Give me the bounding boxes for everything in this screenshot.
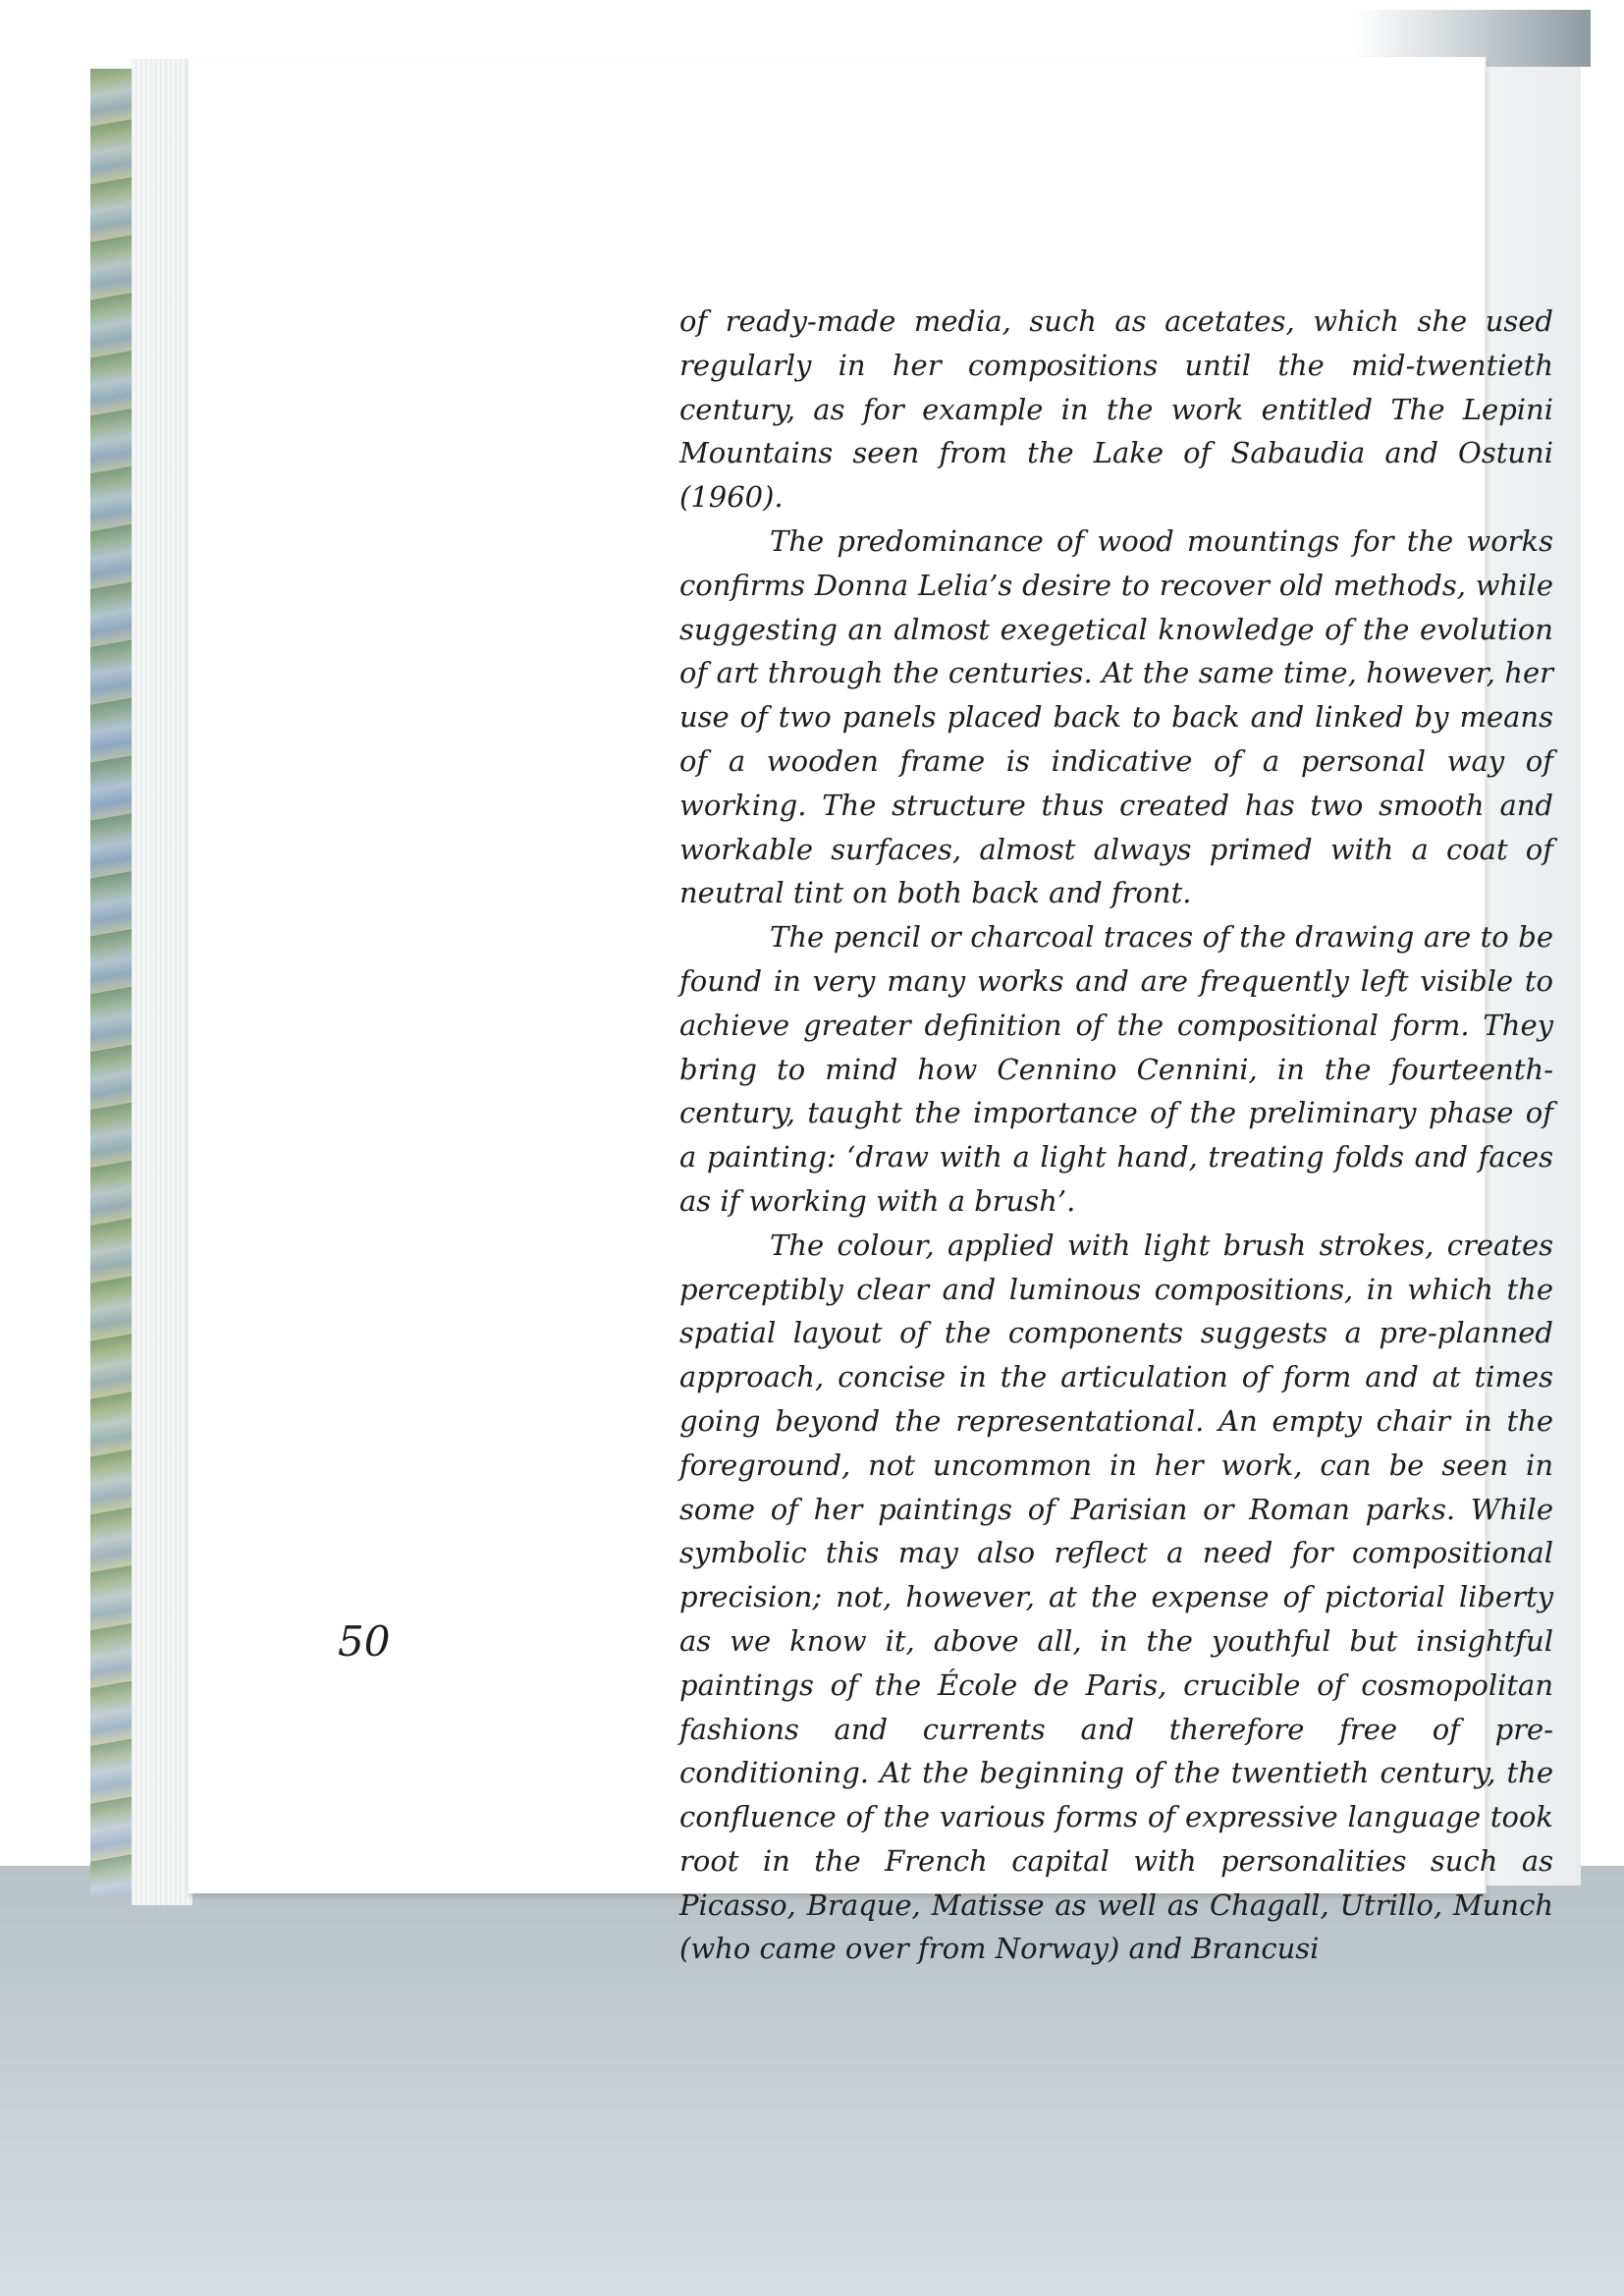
paragraph-1: of ready-made media, such as acetates, which she used regularly in her compositions until the mid-twentieth century, as for example in the work entitled The Lepini Mountains seen from the Lake of Sabaudia and Ostuni (1960). [679, 304, 1553, 515]
paragraph-4: The colour, applied with light brush strokes, creates perceptibly clear and luminous compositions, in which the spatial layout of the components suggests a pre-planned approach, concise in the articulation of form and at times going beyond the representational. An empty chair in the foreground, not uncommon in her work, can be seen in some of her paintings of Parisian or Roman parks. While symbolic this may also reflect a need for compositional precision; not, however, at the expense of pictorial liberty as we know it, above all, in the youthful but insightful paintings of the École de Paris, crucible of cosmopolitan fashions and currents and therefore free of pre-conditioning. At the beginning of the twentieth century, the confluence of the various forms of expressive language took root in the French capital with personalities such as Picasso, Braque, Matisse as well as Chagall, Utrillo, Munch (who came over from Norway) and Brancusi [679, 1228, 1553, 1966]
page-number: 50 [338, 1617, 391, 1666]
book-painted-edge [90, 69, 132, 1895]
paragraph-2: The predominance of wood mountings for the works confirms Donna Lelia’s desire to recover old methods, while suggesting an almost exegetical knowledge of the evolution of art through the centuries. At the same time, however, her use of two panels placed back to back and linked by means of a wooden frame is indicative of a personal way of working. The structure thus created has two smooth and workable surfaces, almost always primed with a coat of neutral tint on both back and front. [679, 523, 1553, 910]
page-stack-edge [132, 59, 192, 1905]
body-text [679, 300, 1553, 1971]
paragraph-3: The pencil or charcoal traces of the drawing are to be found in very many works and are frequently left visible to achieve greater definition of the compositional form. They bring to mind how Cennino Cennini, in the fourteenth-century, taught the importance of the preliminary phase of a painting: ‘draw with a light hand, treating folds and faces as if working with a brush’. [679, 920, 1553, 1218]
